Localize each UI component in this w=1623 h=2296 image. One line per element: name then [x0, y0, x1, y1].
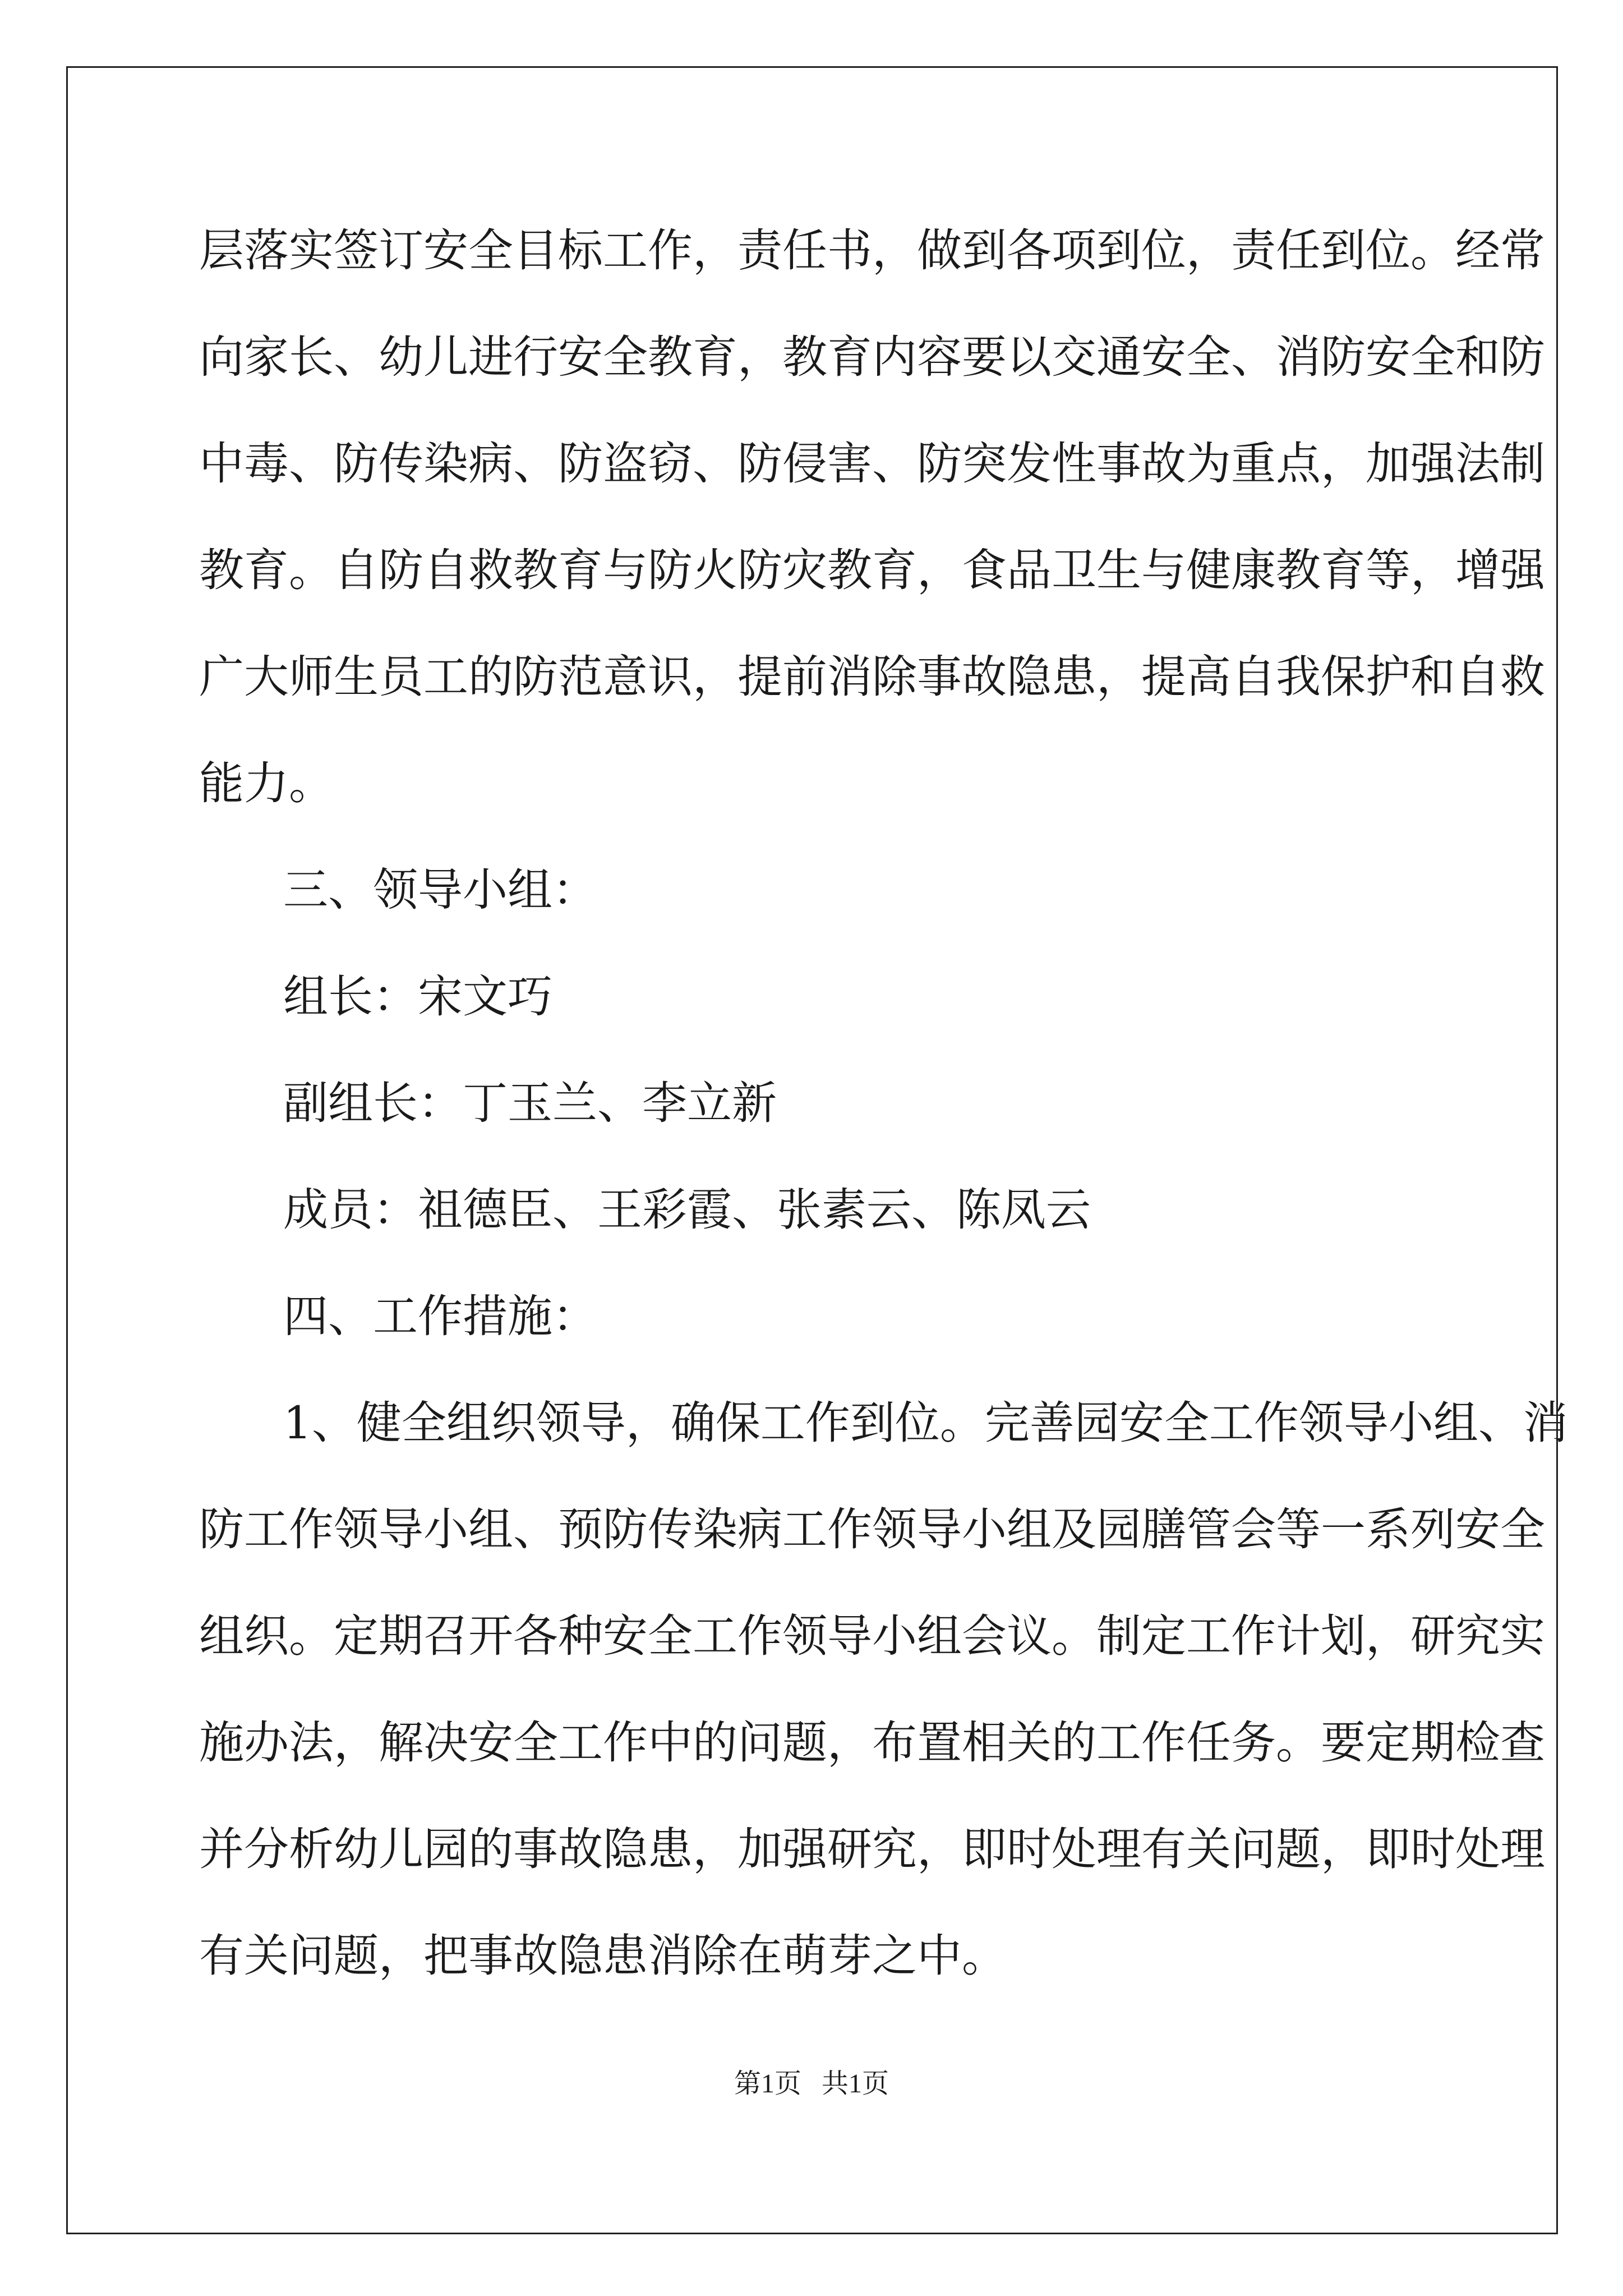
paragraph-line: 层落实签订安全目标工作，责任书，做到各项到位，责任到位。经常	[199, 224, 1545, 277]
paragraph-line: 广大师生员工的防范意识，提前消除事故隐患，提高自我保护和自救	[199, 651, 1545, 703]
section-heading: 四、工作措施：	[283, 1290, 597, 1342]
paragraph-line: 教育。自防自救教育与防火防灾教育，食品卫生与健康教育等，增强	[199, 544, 1545, 596]
paragraph-line: 组织。定期召开各种安全工作领导小组会议。制定工作计划，研究实	[199, 1610, 1545, 1662]
paragraph-line: 有关问题，把事故隐患消除在萌芽之中。	[199, 1930, 1007, 1982]
footer-spacer	[801, 2069, 822, 2099]
section-heading: 三、领导小组：	[283, 864, 597, 916]
page-number-total: 共1页	[822, 2069, 889, 2099]
leader-line: 组长：宋文巧	[283, 970, 552, 1023]
deputy-leader-line: 副组长：丁玉兰、李立新	[283, 1077, 777, 1129]
paragraph-line: 向家长、幼儿进行安全教育，教育内容要以交通安全、消防安全和防	[199, 331, 1545, 383]
paragraph-line: 防工作领导小组、预防传染病工作领导小组及园膳管会等一系列安全	[199, 1503, 1545, 1556]
page-number-current: 第1页	[734, 2069, 801, 2099]
page-footer	[0, 2067, 1623, 2101]
paragraph-line: 并分析幼儿园的事故隐患，加强研究，即时处理有关问题，即时处理	[199, 1823, 1545, 1875]
paragraph-line: 中毒、防传染病、防盗窃、防侵害、防突发性事故为重点，加强法制	[199, 438, 1545, 490]
paragraph-line: 施办法，解决安全工作中的问题，布置相关的工作任务。要定期检查	[199, 1717, 1545, 1769]
members-line: 成员：祖德臣、王彩霞、张素云、陈凤云	[283, 1184, 1091, 1236]
paragraph-line: 能力。	[199, 757, 334, 809]
paragraph-line: 1、健全组织领导，确保工作到位。完善园安全工作领导小组、消	[283, 1397, 1568, 1449]
